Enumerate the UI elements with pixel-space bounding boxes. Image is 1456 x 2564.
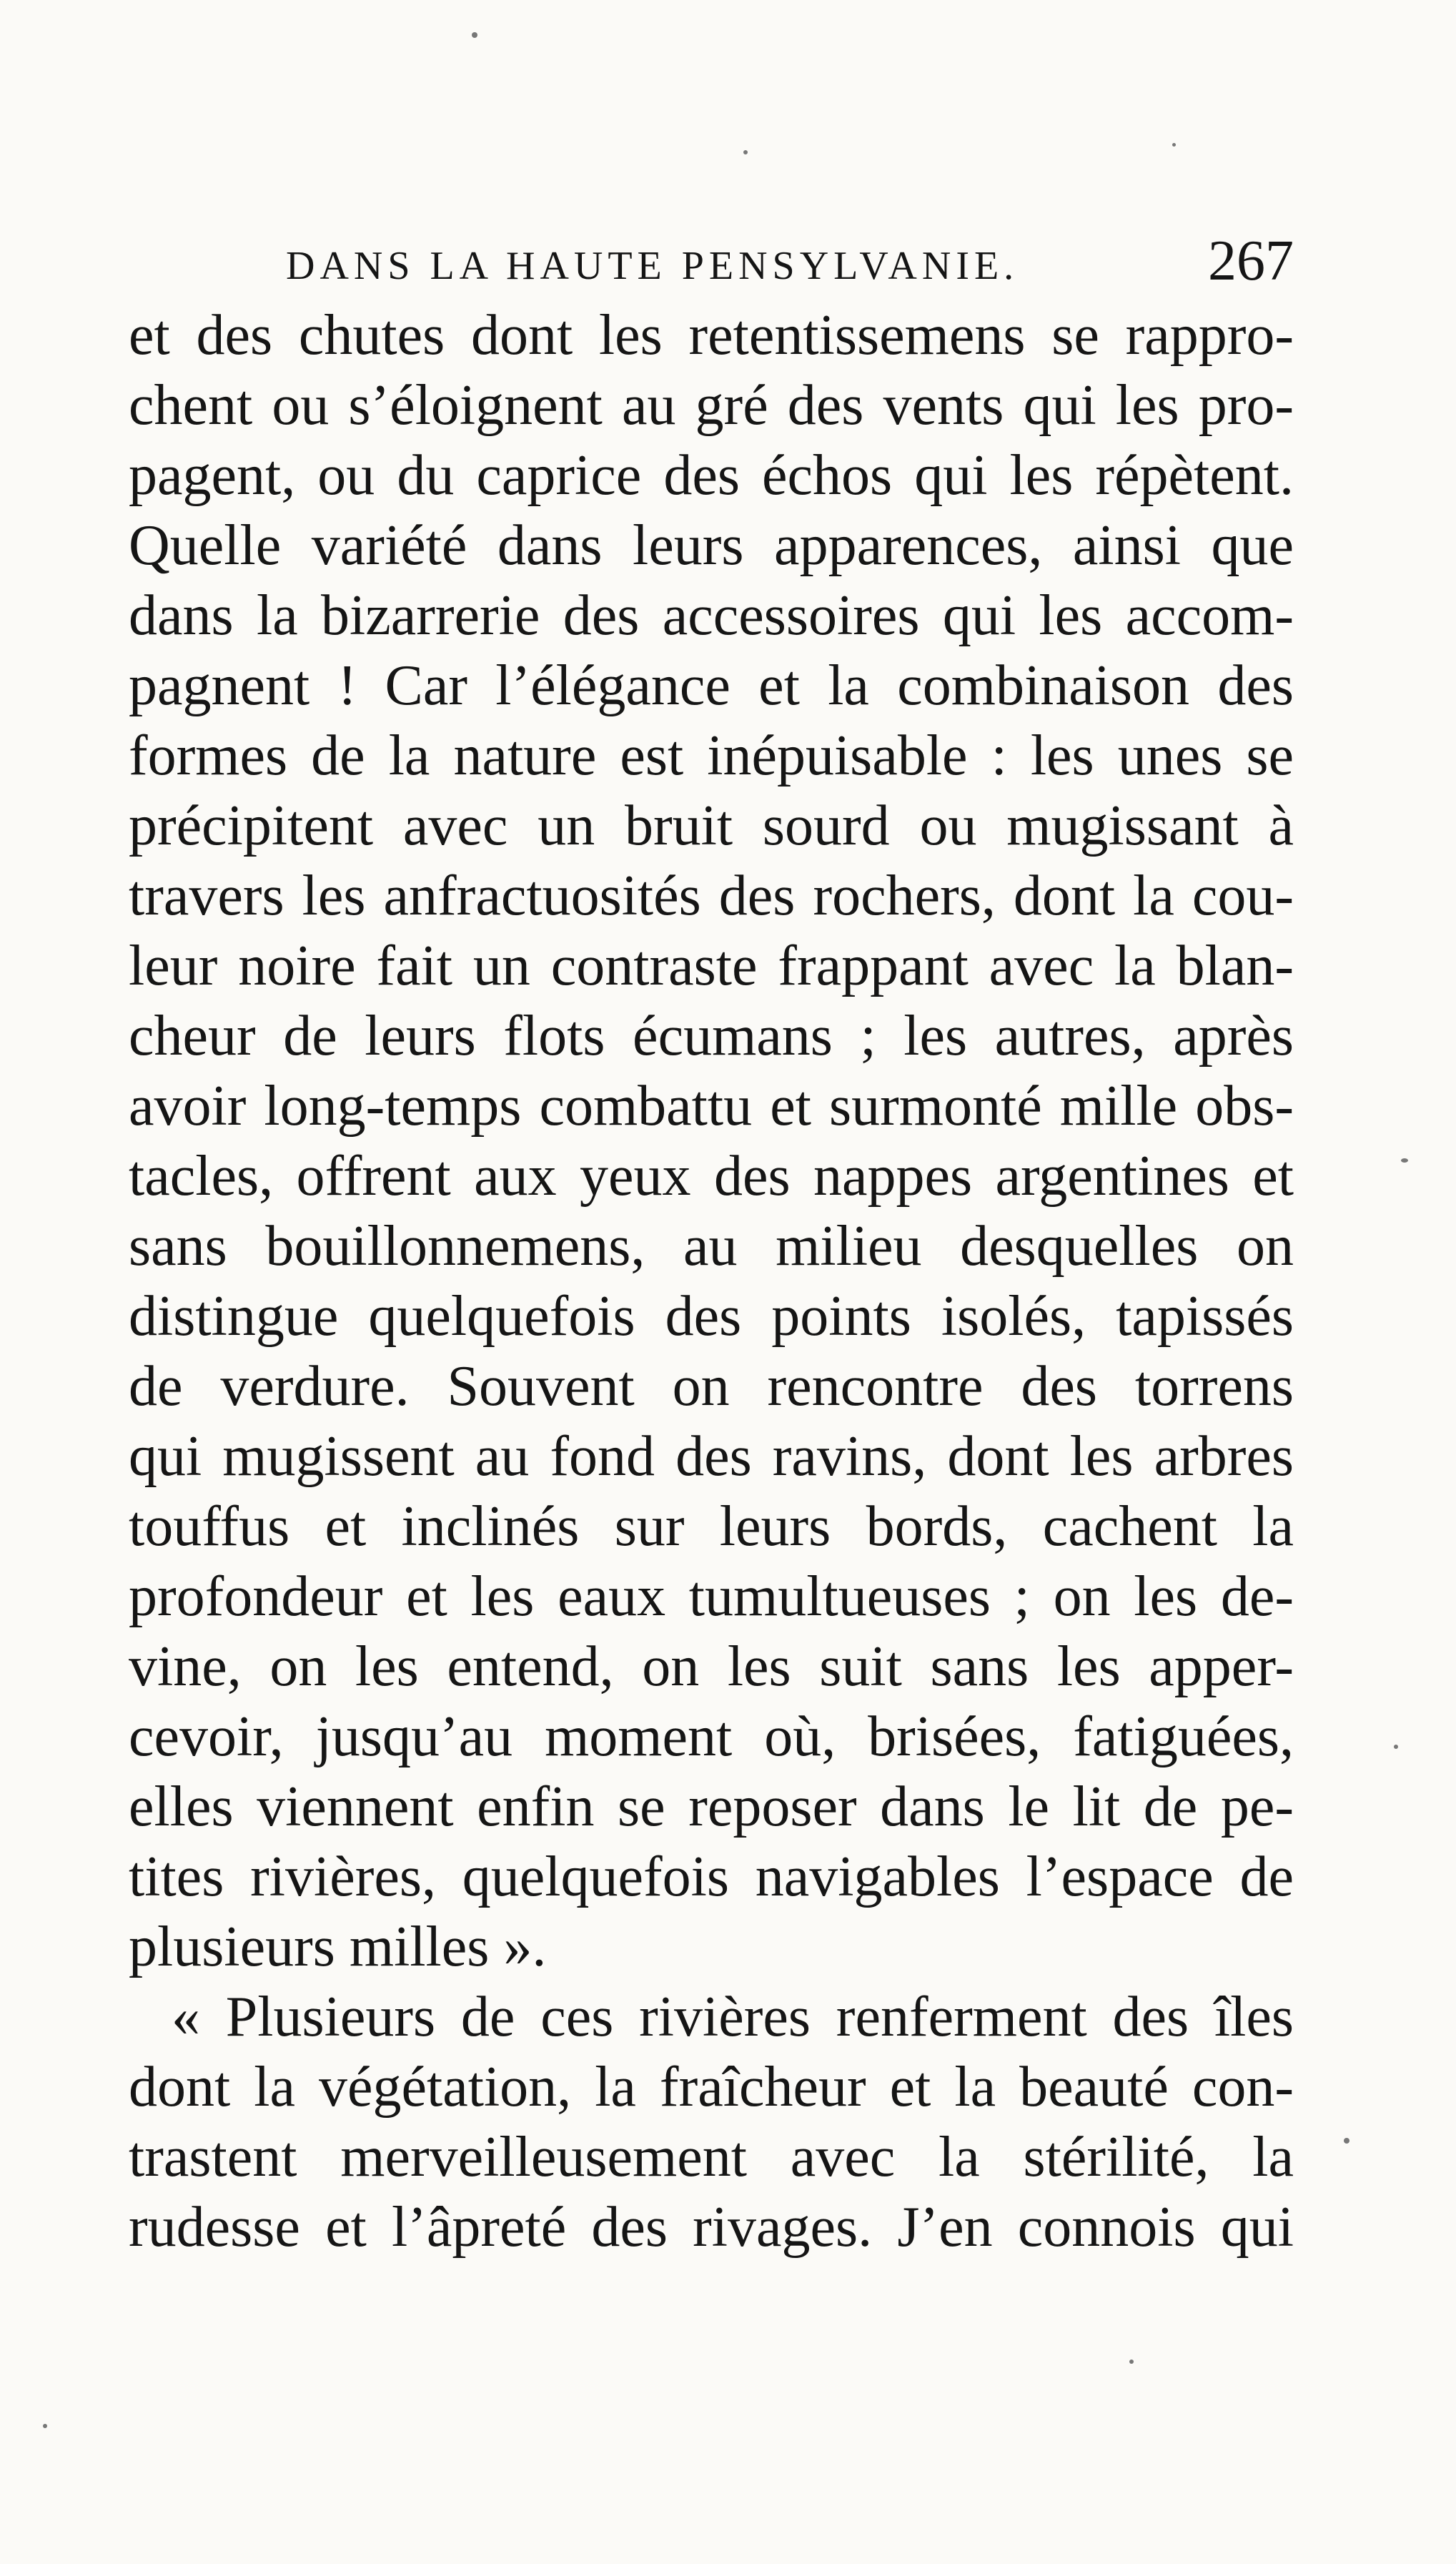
text-line: tacles, offrent aux yeux des nappes argentines et: [129, 1145, 1294, 1208]
text-line: vine, on les entend, on les suit sans les apper-: [129, 1635, 1294, 1698]
text-line: elles viennent enfin se reposer dans le lit de pe-: [129, 1775, 1294, 1838]
text-line: formes de la nature est inépuisable : les unes se: [129, 724, 1294, 787]
text-line: pagent, ou du caprice des échos qui les répètent.: [129, 444, 1294, 507]
text-line: leur noire fait un contraste frappant avec la blan-: [129, 935, 1294, 997]
paper-speck: [472, 32, 477, 38]
paper-speck: [1172, 143, 1176, 147]
text-line: cevoir, jusqu’au moment où, brisées, fatiguées,: [129, 1705, 1294, 1768]
paper-speck: [1394, 1745, 1398, 1749]
text-line: précipitent avec un bruit sourd ou mugissant à: [129, 794, 1294, 857]
paper-speck: [43, 2424, 47, 2428]
text-line: « Plusieurs de ces rivières renferment des îles: [172, 1986, 1294, 2048]
paper-speck: [1344, 2138, 1349, 2144]
text-line: trastent merveilleusement avec la stérilité, la: [129, 2126, 1294, 2189]
running-title: DANS LA HAUTE PENSYLVANIE.: [286, 244, 1019, 288]
paper-speck: [1401, 1158, 1408, 1163]
text-line: dans la bizarrerie des accessoires qui les accom-: [129, 584, 1294, 647]
text-line: avoir long-temps combattu et surmonté mille obs-: [129, 1075, 1294, 1138]
text-line: tites rivières, quelquefois navigables l’espace de: [129, 1845, 1294, 1908]
text-line: et des chutes dont les retentissemens se rappro-: [129, 304, 1294, 367]
text-line: de verdure. Souvent on rencontre des torrens: [129, 1355, 1294, 1418]
text-line: chent ou s’éloignent au gré des vents qui les pro-: [129, 374, 1294, 437]
text-line: touffus et inclinés sur leurs bords, cachent la: [129, 1495, 1294, 1558]
body-text: [129, 300, 1294, 2262]
text-line: Quelle variété dans leurs apparences, ainsi que: [129, 514, 1294, 577]
text-line: qui mugissent au fond des ravins, dont les arbres: [129, 1425, 1294, 1488]
text-line: sans bouillonnemens, au milieu desquelles on: [129, 1215, 1294, 1278]
text-line: cheur de leurs flots écumans ; les autres, après: [129, 1005, 1294, 1067]
text-line: pagnent ! Car l’élégance et la combinaison des: [129, 654, 1294, 717]
page-number: 267: [1208, 230, 1294, 292]
text-line: distingue quelquefois des points isolés, tapissés: [129, 1285, 1294, 1348]
paper-speck: [743, 150, 748, 154]
text-line: profondeur et les eaux tumultueuses ; on les de-: [129, 1565, 1294, 1628]
text-line: dont la végétation, la fraîcheur et la beauté con-: [129, 2056, 1294, 2119]
paper-speck: [1129, 2360, 1134, 2364]
text-line: rudesse et l’âpreté des rivages. J’en connois qui: [129, 2196, 1294, 2259]
text-line: travers les anfractuosités des rochers, dont la cou-: [129, 864, 1294, 927]
text-line: plusieurs milles ».: [129, 1915, 547, 1978]
running-header: [286, 229, 1294, 300]
